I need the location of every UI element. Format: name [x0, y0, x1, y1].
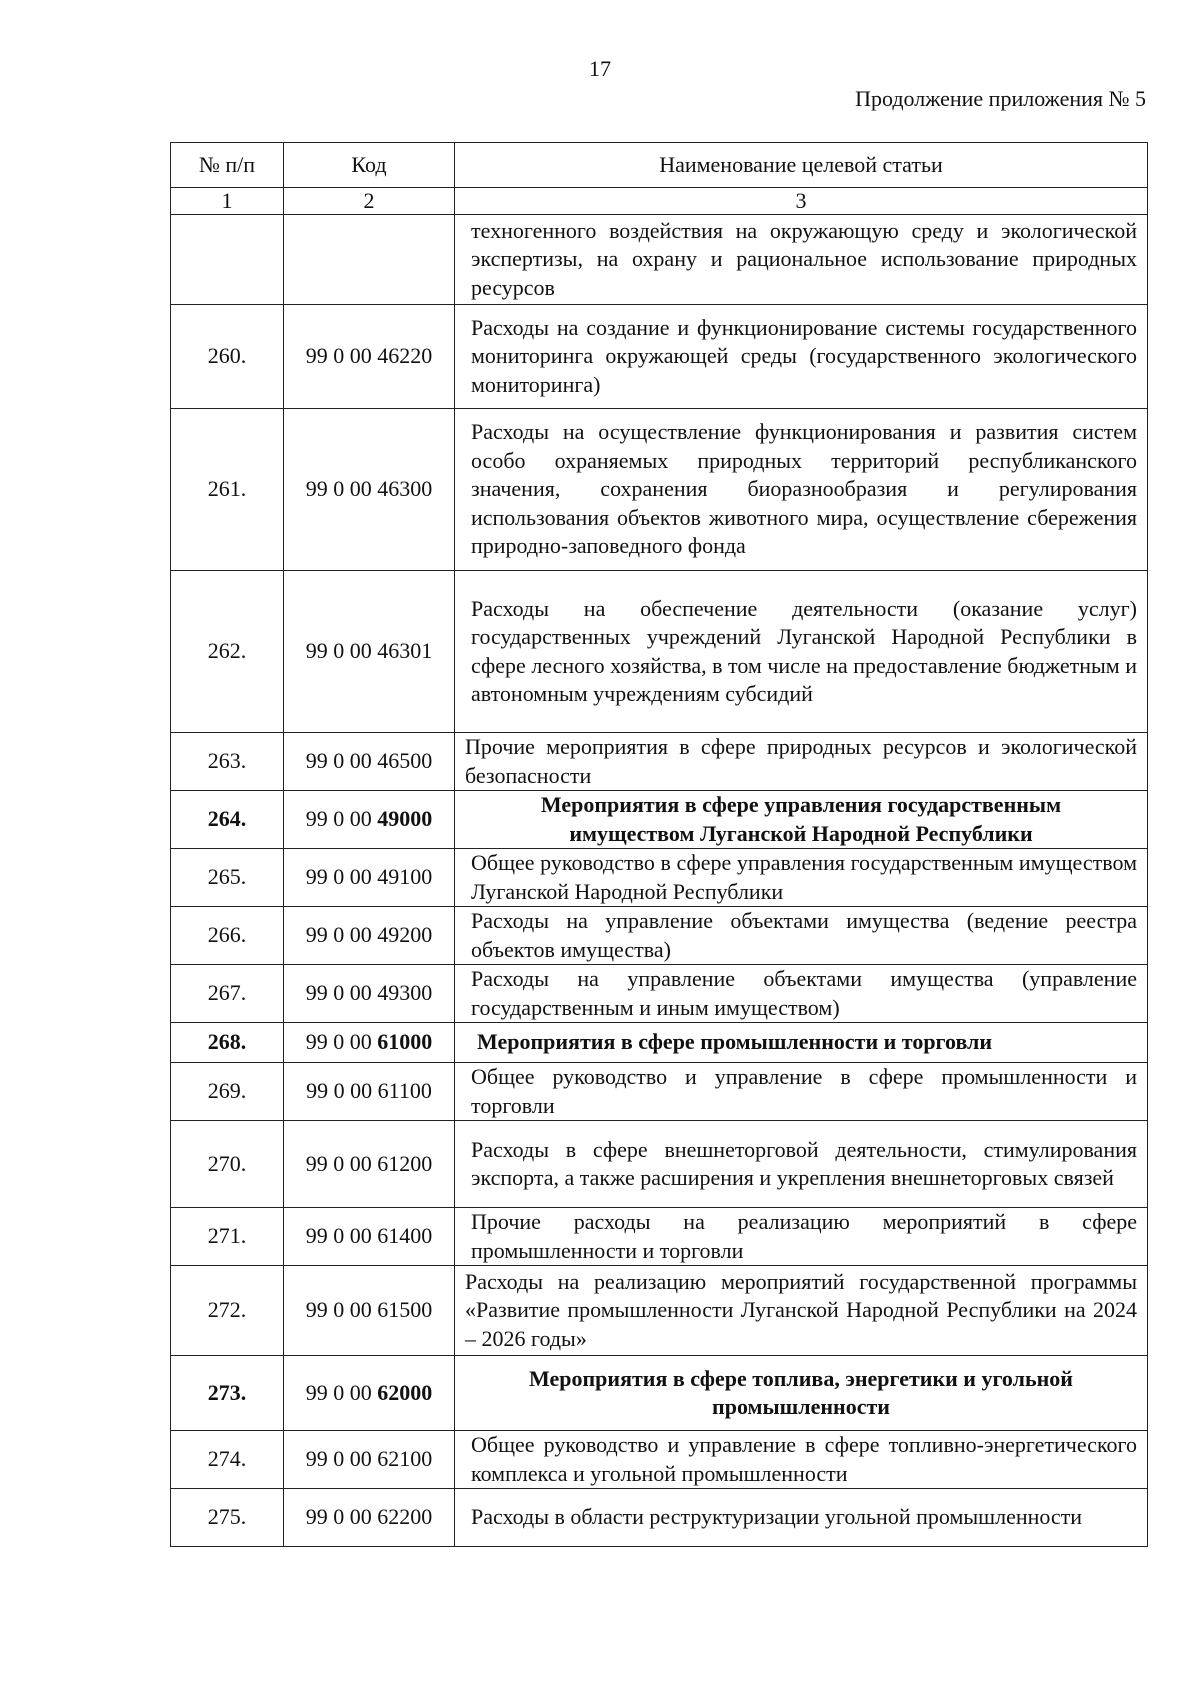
row-name: Общее руководство и управление в сфере промышленности и торговли: [455, 1063, 1148, 1121]
row-name: Общее руководство и управление в сфере топливно-энергетического комплекса и угольной промышленности: [455, 1431, 1148, 1489]
row-number: 266.: [171, 907, 284, 965]
table-row: [171, 733, 1148, 791]
row-name: Расходы на управление объектами имущества (управление государственным и иным имуществом): [455, 965, 1148, 1023]
table-row: [171, 907, 1148, 965]
row-number: 265.: [171, 849, 284, 907]
table-header-row: [171, 143, 1148, 188]
row-code: 99 0 00 49300: [284, 965, 455, 1023]
column-number: 3: [455, 188, 1148, 215]
header-code: Код: [284, 143, 455, 188]
table-row-section: [171, 791, 1148, 849]
row-number: 264.: [171, 791, 284, 849]
table-row: [171, 1489, 1148, 1547]
table-row-section: [171, 1023, 1148, 1063]
table-row: [171, 1431, 1148, 1489]
row-code: 99 0 00 61200: [284, 1121, 455, 1208]
row-code: 99 0 00 46300: [284, 409, 455, 571]
row-code: 99 0 00 49100: [284, 849, 455, 907]
row-name: Расходы на создание и функционирование системы государственного мониторинга окружающей среды (государственного экологического мониторинга): [455, 305, 1148, 409]
row-name: Мероприятия в сфере топлива, энергетики и угольной промышленности: [455, 1356, 1148, 1431]
row-code: 99 0 00 61000: [284, 1023, 455, 1063]
row-number: 271.: [171, 1208, 284, 1266]
column-number: 2: [284, 188, 455, 215]
row-number: 274.: [171, 1431, 284, 1489]
row-number: 273.: [171, 1356, 284, 1431]
row-number: 269.: [171, 1063, 284, 1121]
row-number: 268.: [171, 1023, 284, 1063]
row-code: 99 0 00 62200: [284, 1489, 455, 1547]
row-code: 99 0 00 62000: [284, 1356, 455, 1431]
row-name: Мероприятия в сфере управления государственным имуществом Луганской Народной Республики: [455, 791, 1148, 849]
row-name: техногенного воздействия на окружающую среду и экологической экспертизы, на охрану и рациональное использование природных ресурсов: [455, 215, 1148, 305]
table-row: [171, 409, 1148, 571]
table-row: [171, 571, 1148, 733]
row-number: 275.: [171, 1489, 284, 1547]
table-row: [171, 305, 1148, 409]
table-row: [171, 1121, 1148, 1208]
header-name: Наименование целевой статьи: [455, 143, 1148, 188]
row-number: [171, 215, 284, 305]
row-code: 99 0 00 46220: [284, 305, 455, 409]
page-number: 17: [589, 56, 611, 81]
row-name: Расходы на управление объектами имущества (ведение реестра объектов имущества): [455, 907, 1148, 965]
row-name: Мероприятия в сфере промышленности и торговли: [455, 1023, 1148, 1063]
row-code: 99 0 00 61400: [284, 1208, 455, 1266]
row-name: Расходы на обеспечение деятельности (оказание услуг) государственных учреждений Луганской Народной Республики в сфере лесного хозяйства, в том числе на предоставление бюджетным и автономным учреждениям субсидий: [455, 571, 1148, 733]
row-name: Расходы в области реструктуризации угольной промышленности: [455, 1489, 1148, 1547]
row-code: 99 0 00 46500: [284, 733, 455, 791]
table-row: [171, 1208, 1148, 1266]
target-articles-table: [170, 142, 1148, 1547]
row-number: 267.: [171, 965, 284, 1023]
row-code: 99 0 00 49000: [284, 791, 455, 849]
header-number: № п/п: [171, 143, 284, 188]
row-code: 99 0 00 46301: [284, 571, 455, 733]
column-number-row: [171, 188, 1148, 215]
row-number: 262.: [171, 571, 284, 733]
table-row-section: [171, 1356, 1148, 1431]
row-name: Общее руководство в сфере управления государственным имуществом Луганской Народной Республики: [455, 849, 1148, 907]
table-row: [171, 1266, 1148, 1356]
table-row: [171, 1063, 1148, 1121]
row-name: Расходы в сфере внешнеторговой деятельности, стимулирования экспорта, а также расширения и укрепления внешнеторговых связей: [455, 1121, 1148, 1208]
row-code: 99 0 00 62100: [284, 1431, 455, 1489]
row-code: 99 0 00 49200: [284, 907, 455, 965]
table-row: [171, 849, 1148, 907]
row-number: 272.: [171, 1266, 284, 1356]
row-name: Прочие расходы на реализацию мероприятий в сфере промышленности и торговли: [455, 1208, 1148, 1266]
row-number: 263.: [171, 733, 284, 791]
row-code: 99 0 00 61500: [284, 1266, 455, 1356]
row-code: 99 0 00 61100: [284, 1063, 455, 1121]
column-number: 1: [171, 188, 284, 215]
row-name: Расходы на реализацию мероприятий государственной программы «Развитие промышленности Луганской Народной Республики на 2024 – 2026 годы»: [455, 1266, 1148, 1356]
row-code: [284, 215, 455, 305]
row-number: 270.: [171, 1121, 284, 1208]
row-name: Расходы на осуществление функционирования и развития систем особо охраняемых природных территорий республиканского значения, сохранения биоразнообразия и регулирования использования объектов животного мира, осуществление сбережения природно-заповедного фонда: [455, 409, 1148, 571]
continuation-note: Продолжение приложения № 5: [855, 86, 1146, 111]
row-name: Прочие мероприятия в сфере природных ресурсов и экологической безопасности: [455, 733, 1148, 791]
row-number: 260.: [171, 305, 284, 409]
table-row: [171, 965, 1148, 1023]
table-row: [171, 215, 1148, 305]
row-number: 261.: [171, 409, 284, 571]
